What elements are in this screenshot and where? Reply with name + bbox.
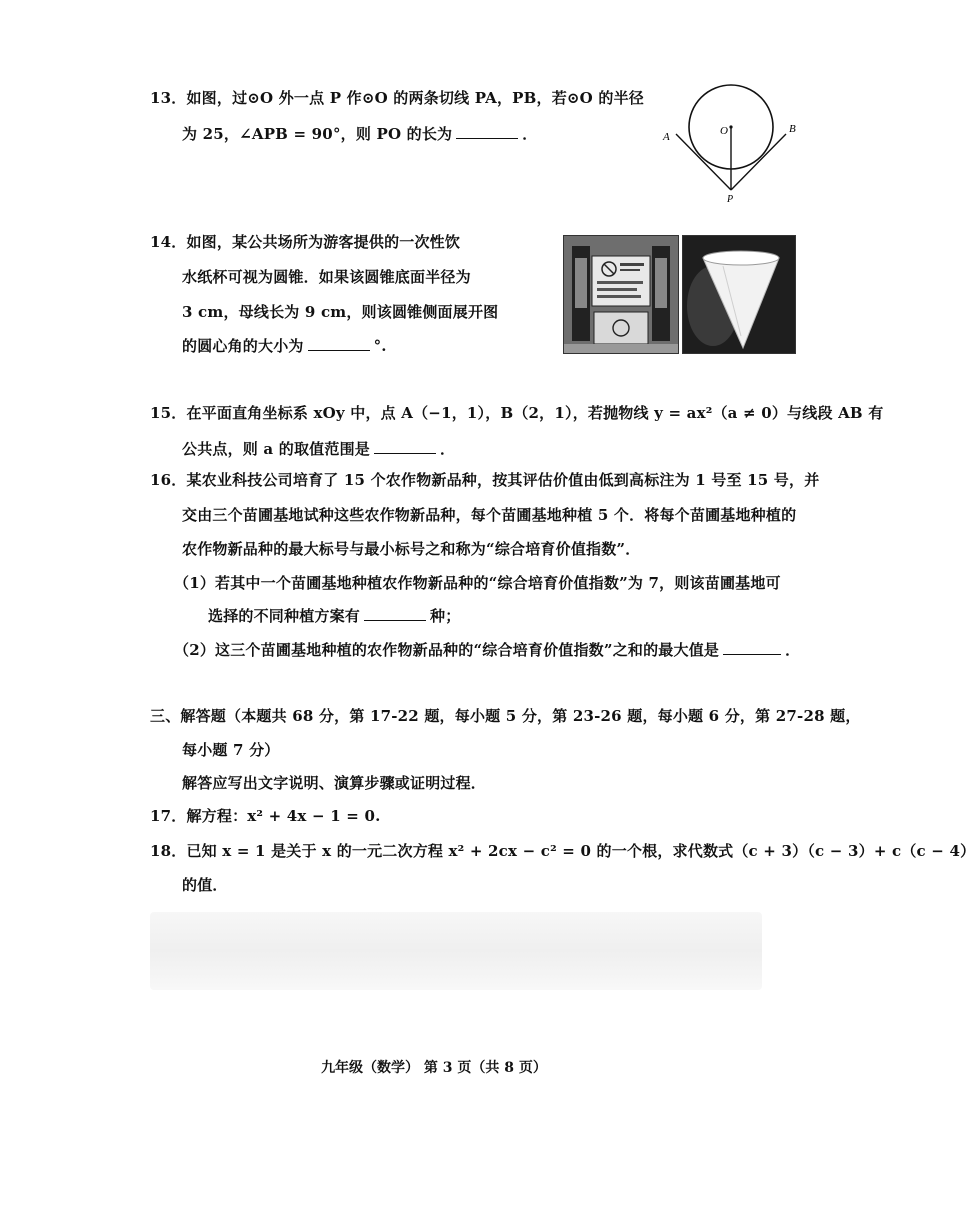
q16-sub2-text: （2）这三个苗圃基地种植的农作物新品种的“综合培育价值指数”之和的最大值是 — [174, 641, 720, 659]
section3-heading-line1: 三、解答题（本题共 68 分，第 17-22 题，每小题 5 分，第 23-26 题，每小题 6 分，第 27-28 题， — [150, 707, 861, 725]
cup-dispenser-photo — [563, 235, 679, 354]
q13-line1: 13．如图，过⊙O 外一点 P 作⊙O 的两条切线 PA，PB，若⊙O 的半径 — [150, 89, 644, 107]
q16-line3: 农作物新品种的最大标号与最小标号之和称为“综合培育价值指数”． — [182, 540, 641, 558]
q18-line1: 18．已知 x = 1 是关于 x 的一元二次方程 x² + 2cx − c² = 0 的一个根，求代数式（c + 3）（c − 3）+ c（c − 4） — [150, 842, 975, 860]
q16-line1: 16．某农业科技公司培育了 15 个农作物新品种，按其评估价值由低到高标注为 1 号至 15 号，并 — [150, 471, 820, 489]
q16-sub1-text: 选择的不同种植方案有 — [208, 607, 361, 625]
q14-line4-end: °. — [373, 337, 387, 355]
q13-line2 — [182, 124, 537, 144]
label-a: A — [663, 131, 670, 143]
q13-answer-blank — [456, 124, 518, 139]
q13-line2-text: 为 25，∠APB = 90°，则 PO 的长为 — [182, 125, 453, 143]
page-footer: 九年级（数学） 第 3 页（共 8 页） — [321, 1060, 547, 1076]
cone-cup-illustration — [683, 236, 795, 353]
q15-line2-end: ． — [439, 440, 456, 458]
q14-line4-text: 的圆心角的大小为 — [182, 337, 304, 355]
q14-line2: 水纸杯可视为圆锥．如果该圆锥底面半径为 — [182, 268, 471, 286]
label-o: O — [720, 125, 728, 137]
q15-answer-blank — [374, 439, 436, 454]
q13-line2-end: ． — [522, 125, 538, 143]
label-b: B — [789, 123, 796, 135]
q14-answer-blank — [308, 336, 370, 351]
q14-line4 — [182, 336, 387, 356]
section3-heading-line2: 每小题 7 分） — [182, 741, 280, 759]
answer-area — [150, 912, 762, 990]
label-p: P — [727, 194, 734, 205]
dispenser-illustration — [564, 236, 678, 353]
tangent-pa — [676, 134, 731, 190]
q14-line3: 3 cm，母线长为 9 cm，则该圆锥侧面展开图 — [182, 303, 499, 321]
q16-sub2 — [174, 640, 800, 660]
q15-line2-text: 公共点，则 a 的取值范围是 — [182, 440, 370, 458]
tangent-pb — [731, 134, 786, 190]
q15-line2 — [182, 439, 455, 459]
q15-line1: 15．在平面直角坐标系 xOy 中，点 A（−1，1），B（2，1），若抛物线 y = ax²（a ≠ 0）与线段 AB 有 — [150, 404, 884, 422]
q16-sub2-answer-blank — [723, 640, 781, 655]
q16-sub1-line1: （1）若其中一个苗圃基地种植农作物新品种的“综合培育价值指数”为 7，则该苗圃基地可 — [174, 574, 781, 592]
q16-line2: 交由三个苗圃基地试种这些农作物新品种，每个苗圃基地种植 5 个．将每个苗圃基地种植的 — [182, 506, 797, 524]
section3-instruction: 解答应写出文字说明、演算步骤或证明过程． — [182, 774, 487, 792]
center-o-dot — [729, 125, 732, 128]
q14-line1: 14．如图，某公共场所为游客提供的一次性饮 — [150, 233, 461, 251]
q16-sub1-answer-blank — [364, 606, 426, 621]
paper-cone-cup-photo — [682, 235, 796, 354]
q16-sub2-end: ． — [785, 641, 801, 659]
tangent-circle-figure — [658, 82, 808, 206]
q16-sub1-end: 种； — [430, 607, 461, 625]
q18-line2: 的值． — [182, 876, 228, 894]
q17-text: 17．解方程：x² + 4x − 1 = 0. — [150, 807, 381, 825]
q16-sub1-line2 — [208, 606, 460, 626]
